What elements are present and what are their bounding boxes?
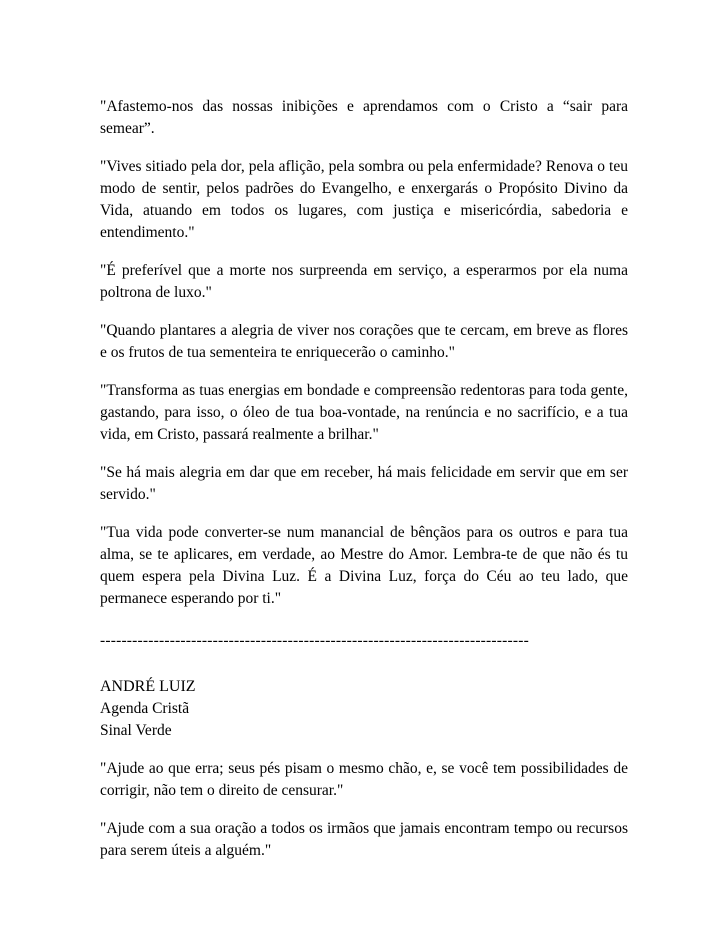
book-title: Agenda Cristã	[100, 700, 190, 717]
quote-paragraph: "Quando plantares a alegria de viver nos corações que te cercam, em breve as flores e os frutos de tua sementeira te enriquecerão o caminho."	[100, 322, 628, 361]
quote-paragraph: "Se há mais alegria em dar que em receber, há mais felicidade em servir que em ser servido."	[100, 464, 628, 503]
quote-paragraph: "Transforma as tuas energias em bondade e compreensão redentoras para toda gente, gastando, para isso, o óleo de tua boa-vontade, na renúncia e no sacrifício, e a tua vida, em Cristo, passará realmente a brilhar."	[100, 382, 628, 443]
source-title: Sinal Verde	[100, 722, 172, 739]
quote-paragraph: "Afastemo-nos das nossas inibições e aprendamos com o Cristo a “sair para semear”.	[100, 98, 628, 137]
quote-paragraph: "É preferível que a morte nos surpreenda em serviço, a esperarmos por ela numa poltrona de luxo."	[100, 262, 628, 301]
attribution-block	[100, 676, 628, 742]
document-page	[100, 96, 628, 878]
quote-paragraph: "Ajude ao que erra; seus pés pisam o mesmo chão, e, se você tem possibilidades de corrigir, não tem o direito de censurar."	[100, 760, 628, 799]
quote-paragraph: "Tua vida pode converter-se num manancial de bênçãos para os outros e para tua alma, se te aplicares, em verdade, ao Mestre do Amor. Lembra-te de que não és tu quem espera pela Divina Luz. É a Divina Luz, força do Céu ao teu lado, que permanece esperando por ti."	[100, 524, 628, 607]
author-name: ANDRÉ LUIZ	[100, 678, 196, 695]
dashed-divider: --------------------------------------------------------------------------------	[100, 632, 529, 649]
quote-paragraph: "Ajude com a sua oração a todos os irmãos que jamais encontram tempo ou recursos para serem úteis a alguém."	[100, 820, 628, 859]
quote-paragraph: "Vives sitiado pela dor, pela aflição, pela sombra ou pela enfermidade? Renova o teu modo de sentir, pelos padrões do Evangelho, e enxergarás o Propósito Divino da Vida, atuando em todos os lugares, com justiça e misericórdia, sabedoria e entendimento."	[100, 158, 628, 241]
